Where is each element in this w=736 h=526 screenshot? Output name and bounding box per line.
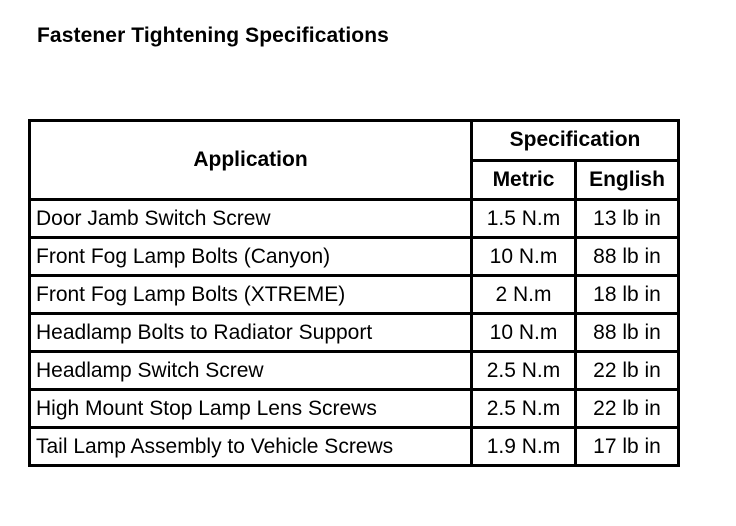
english-cell: 13 lb in [576, 200, 679, 238]
english-cell: 88 lb in [576, 314, 679, 352]
specification-column-header: Specification [472, 121, 679, 161]
table-row [30, 390, 679, 428]
english-cell: 22 lb in [576, 352, 679, 390]
table-row [30, 314, 679, 352]
table-row [30, 238, 679, 276]
page-title: Fastener Tightening Specifications [37, 24, 389, 47]
table-row [30, 276, 679, 314]
application-cell: Headlamp Bolts to Radiator Support [30, 314, 472, 352]
application-cell: High Mount Stop Lamp Lens Screws [30, 390, 472, 428]
fastener-spec-table [28, 119, 680, 467]
english-column-header: English [576, 160, 679, 200]
metric-cell: 1.5 N.m [472, 200, 576, 238]
metric-column-header: Metric [472, 160, 576, 200]
table-row [30, 200, 679, 238]
application-cell: Headlamp Switch Screw [30, 352, 472, 390]
metric-cell: 2.5 N.m [472, 390, 576, 428]
table-row [30, 352, 679, 390]
metric-cell: 2.5 N.m [472, 352, 576, 390]
english-cell: 18 lb in [576, 276, 679, 314]
application-cell: Front Fog Lamp Bolts (Canyon) [30, 238, 472, 276]
metric-cell: 10 N.m [472, 238, 576, 276]
english-cell: 22 lb in [576, 390, 679, 428]
header-row-top [30, 121, 679, 161]
metric-cell: 1.9 N.m [472, 428, 576, 466]
application-cell: Front Fog Lamp Bolts (XTREME) [30, 276, 472, 314]
english-cell: 17 lb in [576, 428, 679, 466]
english-cell: 88 lb in [576, 238, 679, 276]
application-cell: Door Jamb Switch Screw [30, 200, 472, 238]
application-column-header: Application [30, 121, 472, 200]
metric-cell: 2 N.m [472, 276, 576, 314]
metric-cell: 10 N.m [472, 314, 576, 352]
application-cell: Tail Lamp Assembly to Vehicle Screws [30, 428, 472, 466]
table-row [30, 428, 679, 466]
